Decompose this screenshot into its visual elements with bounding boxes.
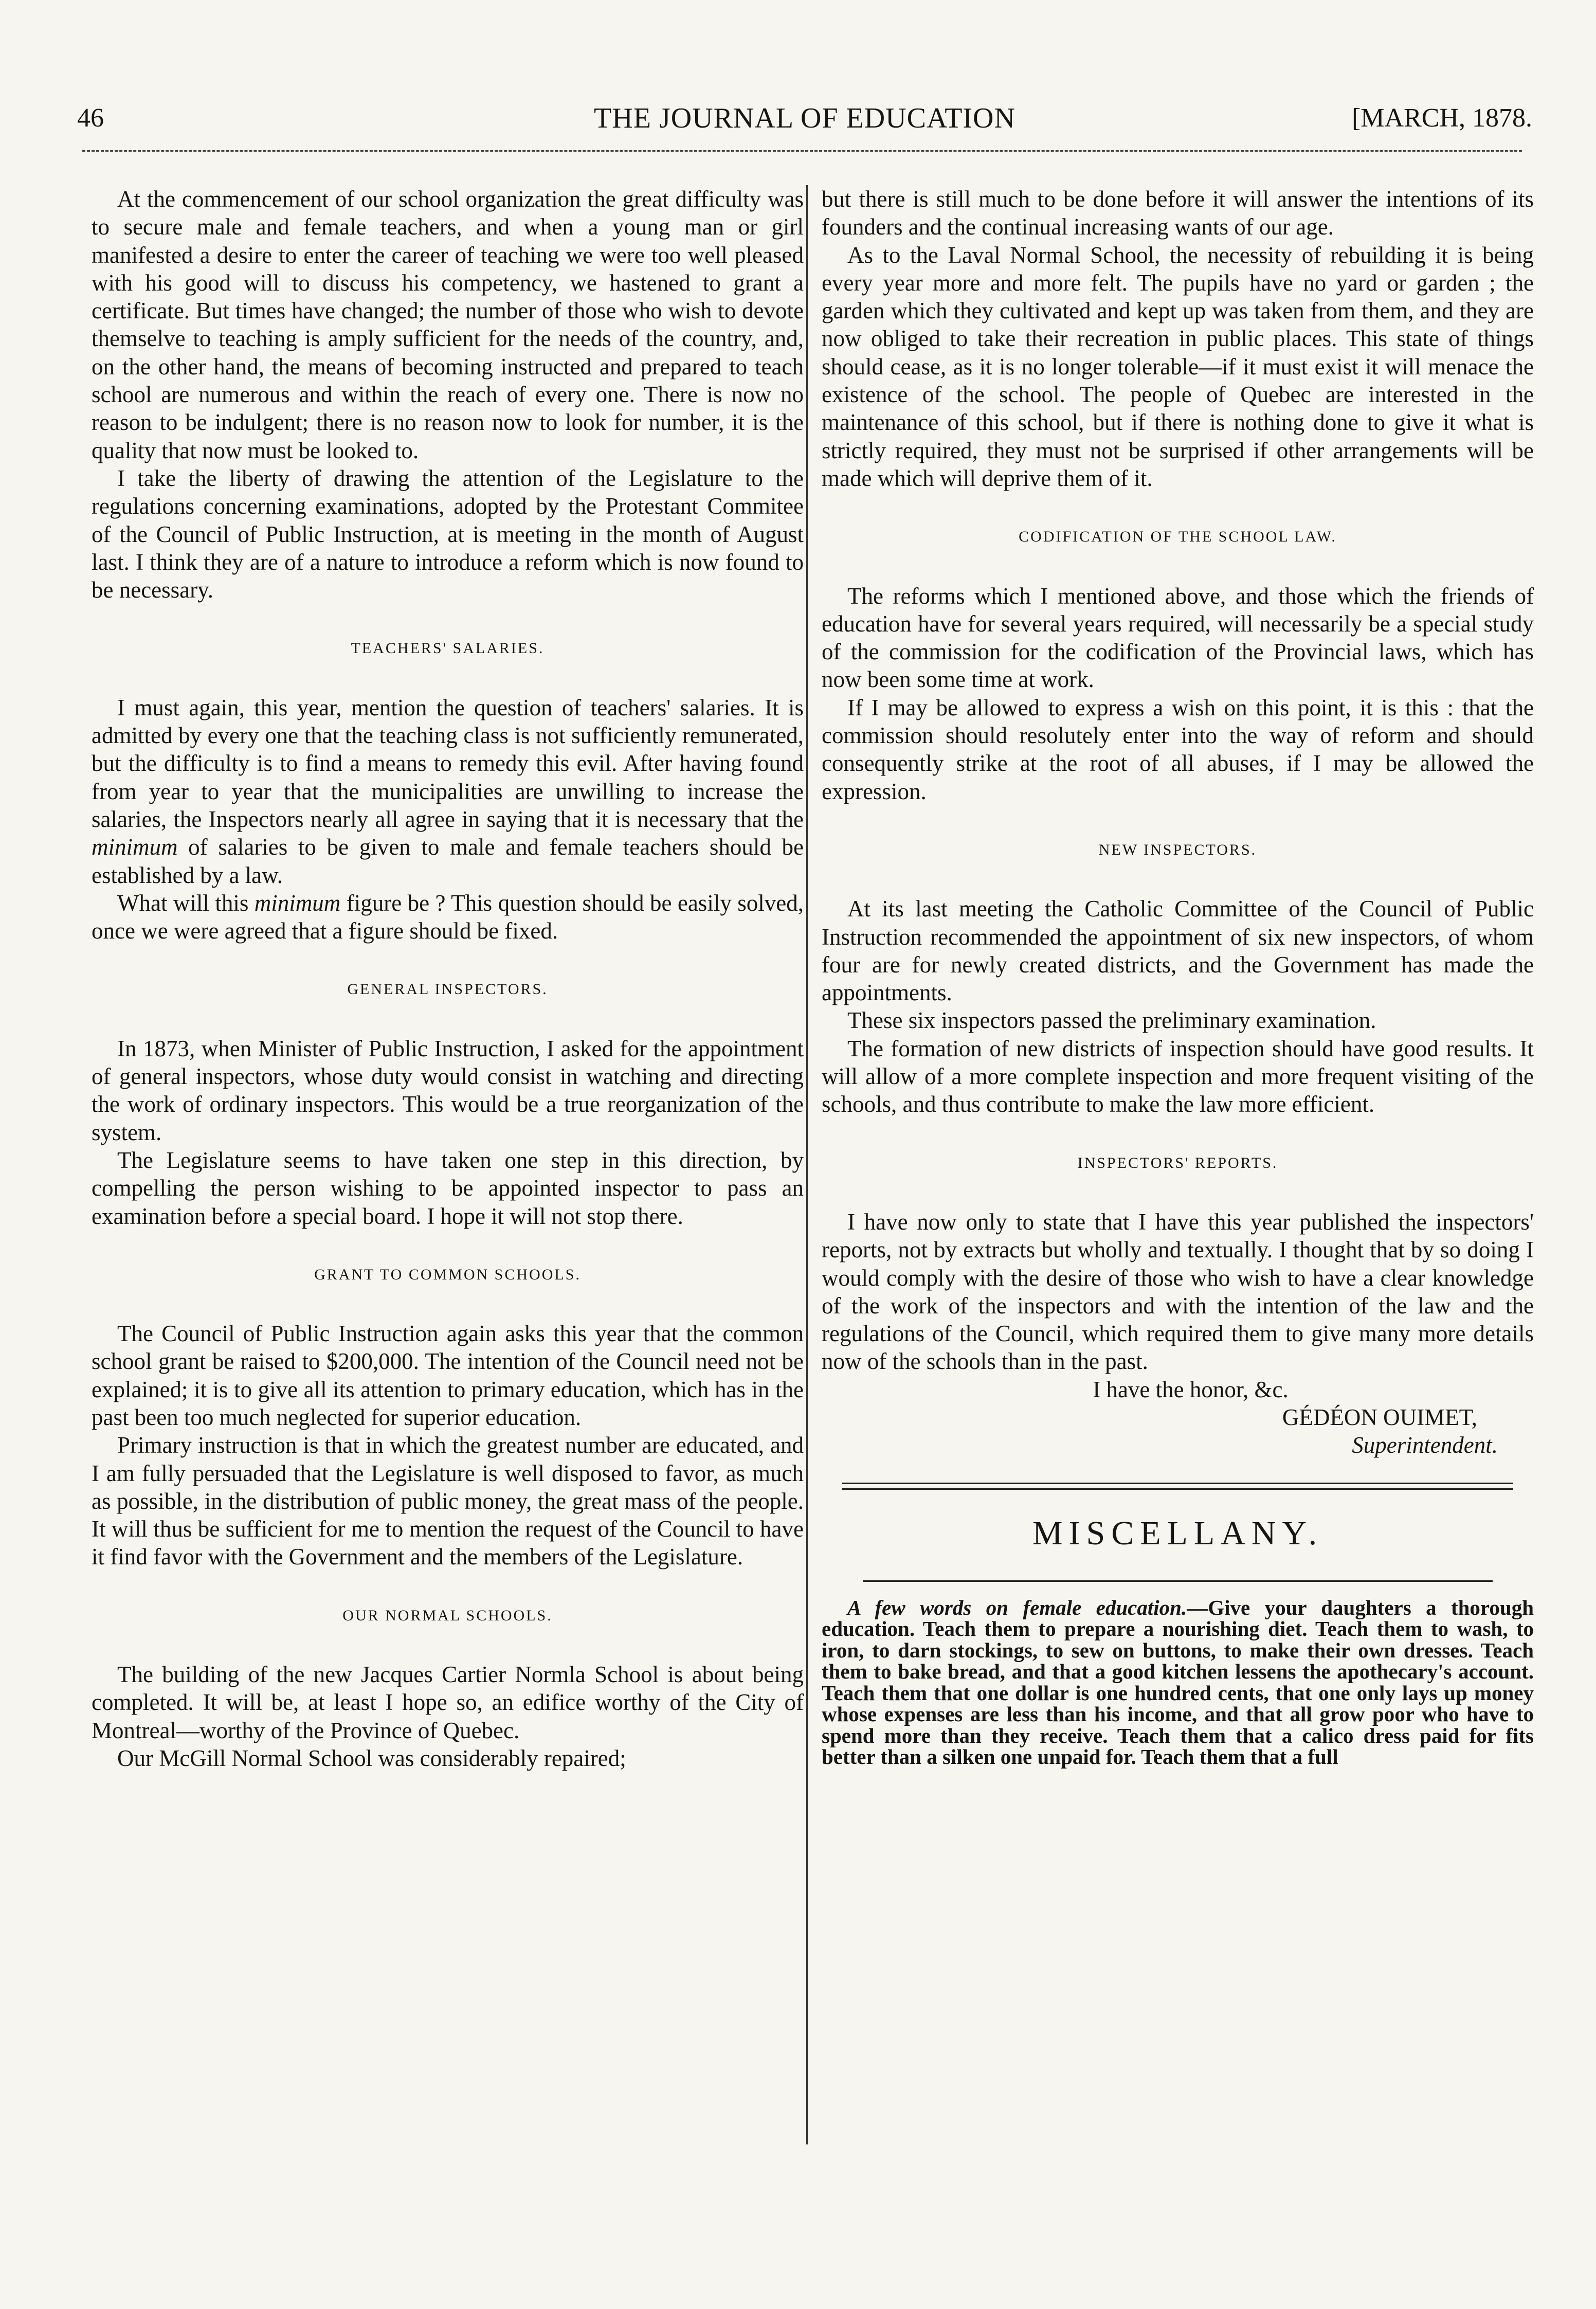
- section-heading-new-inspectors: NEW INSPECTORS.: [1098, 841, 1257, 858]
- section-heading-normal-schools: OUR NORMAL SCHOOLS.: [342, 1607, 553, 1624]
- signature-name: GÉDÉON OUIMET,: [1282, 1404, 1477, 1430]
- paragraph: At its last meeting the Catholic Committee of the Council of Public Instruction recommended the appointment of six new inspectors, of whom four are for newly created districts, and the Government has made the appointments.: [822, 896, 1534, 1006]
- journal-title: THE JOURNAL OF EDUCATION: [594, 102, 1015, 134]
- section-heading-grant-common-schools: GRANT TO COMMON SCHOOLS.: [314, 1266, 581, 1283]
- rule: [863, 1580, 1493, 1582]
- paragraph: In 1873, when Minister of Public Instruction, I asked for the appointment of general inspectors, whose duty would consist in watching and directing the work of ordinary inspectors. This would be a true reorganization of the system.: [92, 1035, 804, 1145]
- column-divider: [806, 185, 808, 2144]
- paragraph: The Legislature seems to have taken one step in this direction, by compelling the person wishing to be appointed inspector to pass an examination before a special board. I hope it will not stop there.: [92, 1147, 804, 1229]
- page-number: 46: [77, 103, 104, 133]
- emphasis: minimum: [92, 834, 178, 860]
- miscellany-body: —Give your daughters a thorough education. Teach them to prepare a nourishing diet. Teach them to wash, to iron, to darn stockings, to sew on buttons, to make their own dresses. Teach them to bake bread, and that a good kitchen lessens the apothecary's account. Teach them that one dollar is one hundred cents, that one only lays up money whose expenses are less than his income, and that all grow poor who have to spend more than they receive. Teach them that a calico dress paid for fits better than a silken one unpaid for. Teach them that a full: [822, 1595, 1534, 1769]
- paragraph: As to the Laval Normal School, the necessity of rebuilding it is being every year more and more felt. The pupils have no yard or garden ; the garden which they cultivated and kept up was taken from them, and they are now obliged to take their recreation in public places. This state of things should cease, as it is no longer tolerable—if it must exist it will menace the existence of the school. The people of Quebec are interested in the maintenance of this school, but if there is nothing done to give it what is strictly required, they must not be surprised if other arrangements will be made which will deprive them of it.: [822, 242, 1534, 491]
- header-rule: [82, 150, 1522, 152]
- section-heading-teachers-salaries: TEACHERS' SALARIES.: [351, 640, 545, 657]
- issue-date: [MARCH, 1878.: [1351, 103, 1532, 133]
- paragraph: I must again, this year, mention the question of teachers' salaries. It is admitted by every one that the teaching class is not sufficiently remunerated, but the difficulty is to find a means to remedy this evil. After having found from year to year that the municipalities are unwilling to increase the salaries, the Inspectors nearly all agree in saying that it is necessary that the minimum of salaries to be given to male and female teachers should be established by a law.: [92, 694, 804, 888]
- paragraph: Our McGill Normal School was considerably repaired;: [117, 1745, 626, 1771]
- miscellany-lead: A few words on female education.: [847, 1595, 1187, 1619]
- left-column: [92, 185, 804, 1772]
- section-heading-inspectors-reports: INSPECTORS' REPORTS.: [1077, 1154, 1278, 1171]
- paragraph: The reforms which I mentioned above, and those which the friends of education have for several years required, will necessarily be a special study of the commission for the codification of the Provincial laws, which has now been some time at work.: [822, 583, 1534, 693]
- paragraph: but there is still much to be done before it will answer the intentions of its founders and the continual increasing wants of our age.: [822, 186, 1534, 240]
- page-header: [77, 98, 1532, 139]
- right-column: [822, 185, 1534, 1768]
- paragraph: Primary instruction is that in which the greatest number are educated, and I am fully persuaded that the Legislature is well disposed to favor, as much as possible, in the distribution of public money, the great mass of the people. It will thus be sufficient for me to mention the request of the Council to have it find favor with the Government and the members of the Legislature.: [92, 1432, 804, 1570]
- paragraph: The building of the new Jacques Cartier Normla School is about being completed. It will be, at least I hope so, an edifice worthy of the City of Montreal—worthy of the Province of Quebec.: [92, 1662, 804, 1743]
- section-heading-codification: CODIFICATION OF THE SCHOOL LAW.: [1019, 528, 1337, 546]
- section-heading-general-inspectors: GENERAL INSPECTORS.: [347, 981, 548, 998]
- closing-line: I have the honor, &c.: [1093, 1376, 1289, 1402]
- paragraph: The formation of new districts of inspection should have good results. It will allow of a more complete inspection and more frequent visiting of the schools, and thus contribute to make the law more efficient.: [822, 1035, 1534, 1117]
- miscellany-paragraph: [822, 1597, 1534, 1768]
- emphasis: minimum: [254, 890, 341, 916]
- double-rule: [842, 1483, 1513, 1490]
- paragraph: If I may be allowed to express a wish on this point, it is this : that the commission should resolutely enter into the way of reform and should consequently strike at the root of all abuses, if I may be allowed the expression.: [822, 694, 1534, 804]
- paragraph: The Council of Public Instruction again asks this year that the common school grant be raised to $200,000. The intention of the Council need not be explained; it is to give all its attention to primary education, which has in the past been too much neglected for superior education.: [92, 1321, 804, 1430]
- paragraph: What will this minimum figure be ? This question should be easily solved, once we were agreed that a figure should be fixed.: [92, 890, 804, 944]
- paragraph: These six inspectors passed the preliminary examination.: [847, 1007, 1376, 1034]
- paragraph: I take the liberty of drawing the attention of the Legislature to the regulations concerning examinations, adopted by the Protestant Commitee of the Council of Public Instruction, at is meeting in the month of August last. I think they are of a nature to introduce a reform which is now found to be necessary.: [92, 465, 804, 603]
- miscellany-heading: MISCELLANY.: [1032, 1514, 1323, 1552]
- signature-title: Superintendent.: [1352, 1432, 1498, 1458]
- paragraph: I have now only to state that I have this year published the inspectors' reports, not by extracts but wholly and textually. I thought that by so doing I would comply with the desire of those who wish to have a clear knowledge of the work of the inspectors and with the intention of the law and the regulations of the Council, which required them to give many more details now of the schools than in the past.: [822, 1208, 1534, 1375]
- paragraph: At the commencement of our school organization the great difficulty was to secure male and female teachers, and when a young man or girl manifested a desire to enter the career of teaching we were too well pleased with his good will to discuss his competency, we hastened to grant a certificate. But times have changed; the number of those who wish to devote themselve to teaching is amply sufficient for the needs of the country, and, on the other hand, the means of becoming instructed and prepared to teach school are numerous and within the reach of every one. There is now no reason to be indulgent; there is no reason now to look for number, it is the quality that now must be looked to.: [92, 186, 804, 463]
